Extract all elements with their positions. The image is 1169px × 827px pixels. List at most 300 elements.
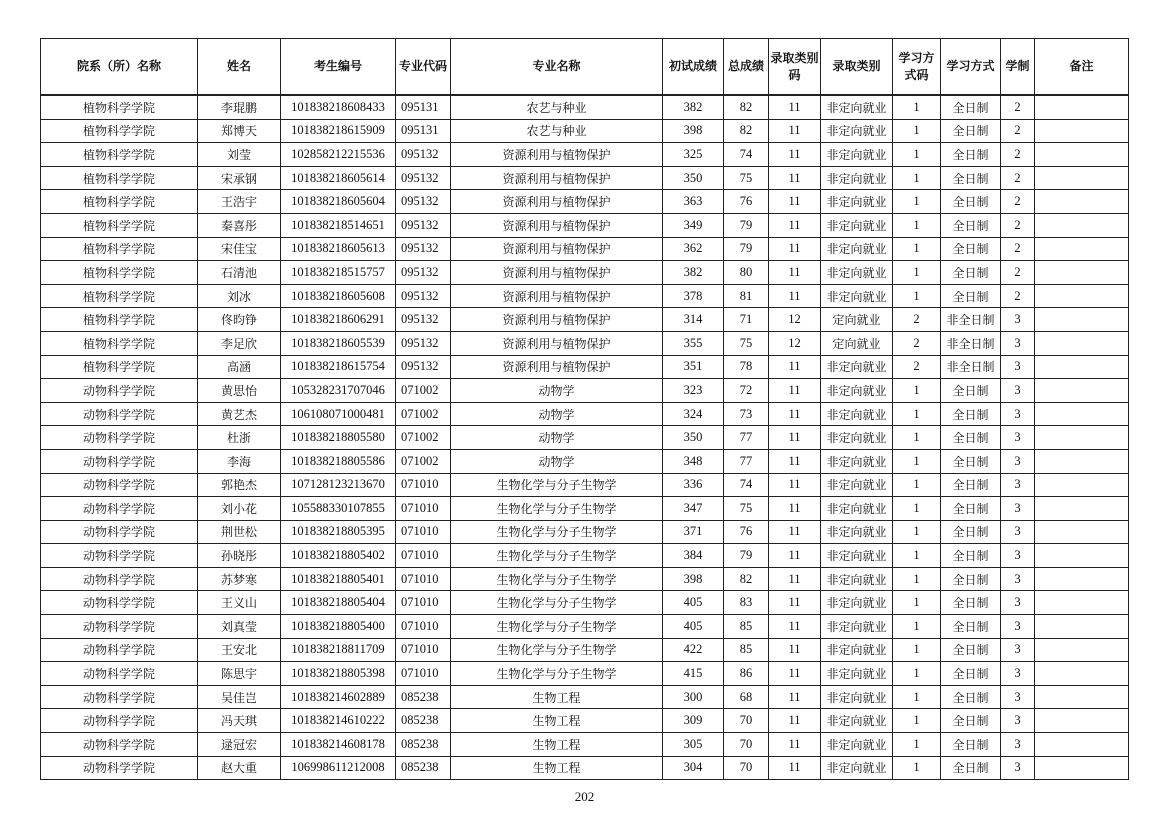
admission-type-code-cell: 11	[769, 213, 821, 237]
remarks-cell	[1035, 709, 1129, 733]
department-cell: 植物科学学院	[41, 237, 198, 261]
table-row	[41, 449, 1129, 473]
name-cell: 冯天琪	[198, 709, 281, 733]
admission-type-cell: 非定向就业	[821, 615, 893, 639]
study-mode-code-cell: 1	[893, 520, 941, 544]
name-cell: 宋佳宝	[198, 237, 281, 261]
name-cell: 杜浙	[198, 426, 281, 450]
exam-id-cell: 101838218514651	[281, 213, 396, 237]
major-code-cell: 095132	[396, 237, 451, 261]
table-row	[41, 284, 1129, 308]
admission-type-code-cell: 11	[769, 473, 821, 497]
table-row	[41, 379, 1129, 403]
prelim-score-cell: 382	[663, 261, 724, 285]
major-code-cell: 071010	[396, 544, 451, 568]
duration-cell: 2	[1001, 190, 1035, 214]
total-score-cell: 83	[724, 591, 769, 615]
study-mode-code-cell: 1	[893, 544, 941, 568]
prelim-score-cell: 382	[663, 95, 724, 119]
total-score-cell: 70	[724, 756, 769, 780]
table-row	[41, 662, 1129, 686]
prelim-score-cell: 422	[663, 638, 724, 662]
admission-type-cell: 定向就业	[821, 331, 893, 355]
admission-type-cell: 非定向就业	[821, 355, 893, 379]
admission-type-cell: 非定向就业	[821, 685, 893, 709]
header-name: 姓名	[198, 39, 281, 96]
prelim-score-cell: 350	[663, 166, 724, 190]
study-mode-cell: 全日制	[941, 237, 1001, 261]
exam-id-cell: 101838218515757	[281, 261, 396, 285]
major-name-cell: 资源利用与植物保护	[451, 308, 663, 332]
total-score-cell: 79	[724, 213, 769, 237]
name-cell: 石清池	[198, 261, 281, 285]
study-mode-code-cell: 1	[893, 662, 941, 686]
remarks-cell	[1035, 733, 1129, 757]
exam-id-cell: 101838218605539	[281, 331, 396, 355]
study-mode-code-cell: 1	[893, 497, 941, 521]
duration-cell: 2	[1001, 119, 1035, 143]
exam-id-cell: 106108071000481	[281, 402, 396, 426]
exam-id-cell: 101838218805586	[281, 449, 396, 473]
admission-type-cell: 非定向就业	[821, 638, 893, 662]
remarks-cell	[1035, 685, 1129, 709]
admission-type-cell: 非定向就业	[821, 497, 893, 521]
major-code-cell: 071010	[396, 615, 451, 639]
major-name-cell: 农艺与种业	[451, 95, 663, 119]
major-code-cell: 095132	[396, 143, 451, 167]
study-mode-cell: 全日制	[941, 166, 1001, 190]
major-code-cell: 071002	[396, 426, 451, 450]
major-name-cell: 农艺与种业	[451, 119, 663, 143]
study-mode-code-cell: 1	[893, 166, 941, 190]
admission-type-code-cell: 11	[769, 355, 821, 379]
exam-id-cell: 101838218811709	[281, 638, 396, 662]
name-cell: 黄艺杰	[198, 402, 281, 426]
admission-type-code-cell: 11	[769, 119, 821, 143]
major-name-cell: 生物化学与分子生物学	[451, 591, 663, 615]
study-mode-code-cell: 1	[893, 567, 941, 591]
remarks-cell	[1035, 143, 1129, 167]
major-name-cell: 生物化学与分子生物学	[451, 662, 663, 686]
admission-type-code-cell: 11	[769, 497, 821, 521]
exam-id-cell: 105328231707046	[281, 379, 396, 403]
admission-type-cell: 非定向就业	[821, 733, 893, 757]
table-row	[41, 709, 1129, 733]
name-cell: 刘真莹	[198, 615, 281, 639]
major-name-cell: 资源利用与植物保护	[451, 355, 663, 379]
department-cell: 动物科学学院	[41, 402, 198, 426]
duration-cell: 2	[1001, 143, 1035, 167]
header-remarks: 备注	[1035, 39, 1129, 96]
name-cell: 荆世松	[198, 520, 281, 544]
name-cell: 宋承钢	[198, 166, 281, 190]
exam-id-cell: 101838218605614	[281, 166, 396, 190]
table-row	[41, 685, 1129, 709]
duration-cell: 3	[1001, 426, 1035, 450]
admission-type-cell: 定向就业	[821, 308, 893, 332]
department-cell: 动物科学学院	[41, 544, 198, 568]
department-cell: 植物科学学院	[41, 331, 198, 355]
department-cell: 动物科学学院	[41, 426, 198, 450]
major-code-cell: 071010	[396, 520, 451, 544]
name-cell: 赵大重	[198, 756, 281, 780]
header-admission-type: 录取类别	[821, 39, 893, 96]
total-score-cell: 78	[724, 355, 769, 379]
table-body	[41, 95, 1129, 780]
major-code-cell: 071002	[396, 449, 451, 473]
prelim-score-cell: 405	[663, 591, 724, 615]
admission-type-cell: 非定向就业	[821, 449, 893, 473]
total-score-cell: 75	[724, 497, 769, 521]
total-score-cell: 76	[724, 190, 769, 214]
duration-cell: 3	[1001, 756, 1035, 780]
major-name-cell: 资源利用与植物保护	[451, 237, 663, 261]
major-code-cell: 095132	[396, 261, 451, 285]
admission-type-code-cell: 11	[769, 237, 821, 261]
department-cell: 植物科学学院	[41, 355, 198, 379]
admission-type-cell: 非定向就业	[821, 756, 893, 780]
department-cell: 动物科学学院	[41, 709, 198, 733]
prelim-score-cell: 405	[663, 615, 724, 639]
remarks-cell	[1035, 426, 1129, 450]
department-cell: 动物科学学院	[41, 567, 198, 591]
prelim-score-cell: 415	[663, 662, 724, 686]
admission-type-cell: 非定向就业	[821, 662, 893, 686]
major-code-cell: 095131	[396, 95, 451, 119]
major-code-cell: 071010	[396, 473, 451, 497]
prelim-score-cell: 398	[663, 119, 724, 143]
admission-type-code-cell: 11	[769, 567, 821, 591]
total-score-cell: 74	[724, 473, 769, 497]
study-mode-cell: 全日制	[941, 119, 1001, 143]
department-cell: 植物科学学院	[41, 95, 198, 119]
total-score-cell: 70	[724, 733, 769, 757]
study-mode-code-cell: 1	[893, 473, 941, 497]
total-score-cell: 79	[724, 237, 769, 261]
total-score-cell: 86	[724, 662, 769, 686]
table-row	[41, 615, 1129, 639]
duration-cell: 3	[1001, 355, 1035, 379]
admission-type-code-cell: 11	[769, 638, 821, 662]
admission-type-cell: 非定向就业	[821, 284, 893, 308]
study-mode-cell: 非全日制	[941, 331, 1001, 355]
exam-id-cell: 105588330107855	[281, 497, 396, 521]
study-mode-code-cell: 2	[893, 308, 941, 332]
study-mode-code-cell: 1	[893, 756, 941, 780]
major-code-cell: 071002	[396, 402, 451, 426]
department-cell: 动物科学学院	[41, 520, 198, 544]
prelim-score-cell: 348	[663, 449, 724, 473]
study-mode-code-cell: 1	[893, 615, 941, 639]
study-mode-code-cell: 1	[893, 449, 941, 473]
admission-type-code-cell: 11	[769, 591, 821, 615]
prelim-score-cell: 314	[663, 308, 724, 332]
study-mode-cell: 全日制	[941, 213, 1001, 237]
admission-type-code-cell: 11	[769, 615, 821, 639]
exam-id-cell: 101838218805401	[281, 567, 396, 591]
department-cell: 植物科学学院	[41, 143, 198, 167]
major-code-cell: 085238	[396, 709, 451, 733]
major-name-cell: 生物工程	[451, 756, 663, 780]
prelim-score-cell: 351	[663, 355, 724, 379]
admission-type-code-cell: 11	[769, 426, 821, 450]
major-name-cell: 资源利用与植物保护	[451, 261, 663, 285]
remarks-cell	[1035, 638, 1129, 662]
total-score-cell: 68	[724, 685, 769, 709]
study-mode-cell: 全日制	[941, 449, 1001, 473]
department-cell: 植物科学学院	[41, 166, 198, 190]
table-row	[41, 756, 1129, 780]
table-row	[41, 190, 1129, 214]
major-code-cell: 071010	[396, 567, 451, 591]
remarks-cell	[1035, 379, 1129, 403]
study-mode-code-cell: 1	[893, 213, 941, 237]
study-mode-cell: 全日制	[941, 591, 1001, 615]
study-mode-cell: 全日制	[941, 402, 1001, 426]
study-mode-cell: 全日制	[941, 733, 1001, 757]
remarks-cell	[1035, 190, 1129, 214]
major-code-cell: 071010	[396, 591, 451, 615]
admission-type-code-cell: 11	[769, 143, 821, 167]
name-cell: 郑博天	[198, 119, 281, 143]
remarks-cell	[1035, 331, 1129, 355]
study-mode-code-cell: 1	[893, 237, 941, 261]
study-mode-code-cell: 1	[893, 733, 941, 757]
department-cell: 动物科学学院	[41, 756, 198, 780]
prelim-score-cell: 371	[663, 520, 724, 544]
admission-type-cell: 非定向就业	[821, 544, 893, 568]
admission-type-cell: 非定向就业	[821, 95, 893, 119]
exam-id-cell: 101838218615909	[281, 119, 396, 143]
admission-type-code-cell: 11	[769, 685, 821, 709]
major-code-cell: 085238	[396, 733, 451, 757]
remarks-cell	[1035, 261, 1129, 285]
department-cell: 动物科学学院	[41, 449, 198, 473]
major-name-cell: 资源利用与植物保护	[451, 213, 663, 237]
admission-type-code-cell: 11	[769, 733, 821, 757]
total-score-cell: 82	[724, 567, 769, 591]
total-score-cell: 70	[724, 709, 769, 733]
table-row	[41, 567, 1129, 591]
study-mode-cell: 全日制	[941, 284, 1001, 308]
study-mode-cell: 全日制	[941, 709, 1001, 733]
exam-id-cell: 106998611212008	[281, 756, 396, 780]
admission-type-code-cell: 11	[769, 520, 821, 544]
study-mode-code-cell: 1	[893, 402, 941, 426]
name-cell: 李琨鹏	[198, 95, 281, 119]
admission-type-code-cell: 11	[769, 709, 821, 733]
admission-type-cell: 非定向就业	[821, 213, 893, 237]
exam-id-cell: 101838218605608	[281, 284, 396, 308]
name-cell: 苏梦寒	[198, 567, 281, 591]
admission-type-code-cell: 11	[769, 379, 821, 403]
department-cell: 动物科学学院	[41, 685, 198, 709]
header-exam-id: 考生编号	[281, 39, 396, 96]
table-row	[41, 473, 1129, 497]
remarks-cell	[1035, 449, 1129, 473]
study-mode-code-cell: 1	[893, 709, 941, 733]
name-cell: 逯冠宏	[198, 733, 281, 757]
department-cell: 动物科学学院	[41, 733, 198, 757]
total-score-cell: 76	[724, 520, 769, 544]
exam-id-cell: 102858212215536	[281, 143, 396, 167]
prelim-score-cell: 349	[663, 213, 724, 237]
duration-cell: 3	[1001, 402, 1035, 426]
table-row	[41, 497, 1129, 521]
exam-id-cell: 107128123213670	[281, 473, 396, 497]
table-row	[41, 95, 1129, 119]
total-score-cell: 71	[724, 308, 769, 332]
name-cell: 郭艳杰	[198, 473, 281, 497]
department-cell: 动物科学学院	[41, 473, 198, 497]
prelim-score-cell: 325	[663, 143, 724, 167]
duration-cell: 3	[1001, 733, 1035, 757]
study-mode-code-cell: 1	[893, 284, 941, 308]
study-mode-cell: 全日制	[941, 190, 1001, 214]
study-mode-cell: 非全日制	[941, 308, 1001, 332]
table-row	[41, 638, 1129, 662]
study-mode-cell: 全日制	[941, 261, 1001, 285]
total-score-cell: 81	[724, 284, 769, 308]
admission-type-cell: 非定向就业	[821, 237, 893, 261]
duration-cell: 3	[1001, 331, 1035, 355]
major-name-cell: 动物学	[451, 379, 663, 403]
major-name-cell: 生物工程	[451, 685, 663, 709]
study-mode-code-cell: 2	[893, 331, 941, 355]
study-mode-cell: 全日制	[941, 520, 1001, 544]
duration-cell: 3	[1001, 308, 1035, 332]
study-mode-code-cell: 1	[893, 638, 941, 662]
major-name-cell: 动物学	[451, 449, 663, 473]
study-mode-cell: 全日制	[941, 615, 1001, 639]
study-mode-cell: 全日制	[941, 662, 1001, 686]
total-score-cell: 77	[724, 449, 769, 473]
name-cell: 李海	[198, 449, 281, 473]
major-name-cell: 生物化学与分子生物学	[451, 473, 663, 497]
exam-id-cell: 101838218805395	[281, 520, 396, 544]
name-cell: 李足欣	[198, 331, 281, 355]
table-row	[41, 544, 1129, 568]
admission-table	[40, 38, 1129, 780]
total-score-cell: 85	[724, 615, 769, 639]
remarks-cell	[1035, 544, 1129, 568]
exam-id-cell: 101838214610222	[281, 709, 396, 733]
prelim-score-cell: 323	[663, 379, 724, 403]
name-cell: 刘冰	[198, 284, 281, 308]
department-cell: 动物科学学院	[41, 638, 198, 662]
table-row	[41, 119, 1129, 143]
study-mode-code-cell: 1	[893, 591, 941, 615]
duration-cell: 3	[1001, 473, 1035, 497]
prelim-score-cell: 324	[663, 402, 724, 426]
admission-type-cell: 非定向就业	[821, 520, 893, 544]
table-row	[41, 213, 1129, 237]
study-mode-cell: 全日制	[941, 379, 1001, 403]
exam-id-cell: 101838218805404	[281, 591, 396, 615]
table-row	[41, 166, 1129, 190]
major-name-cell: 生物工程	[451, 733, 663, 757]
study-mode-code-cell: 1	[893, 261, 941, 285]
exam-id-cell: 101838218606291	[281, 308, 396, 332]
name-cell: 王义山	[198, 591, 281, 615]
major-name-cell: 资源利用与植物保护	[451, 143, 663, 167]
table-row	[41, 733, 1129, 757]
major-code-cell: 071010	[396, 662, 451, 686]
table-row	[41, 143, 1129, 167]
department-cell: 植物科学学院	[41, 119, 198, 143]
major-code-cell: 095132	[396, 308, 451, 332]
study-mode-code-cell: 1	[893, 119, 941, 143]
remarks-cell	[1035, 308, 1129, 332]
duration-cell: 3	[1001, 615, 1035, 639]
name-cell: 佟昀铮	[198, 308, 281, 332]
department-cell: 动物科学学院	[41, 662, 198, 686]
department-cell: 动物科学学院	[41, 497, 198, 521]
name-cell: 吴佳岂	[198, 685, 281, 709]
remarks-cell	[1035, 355, 1129, 379]
major-code-cell: 095132	[396, 190, 451, 214]
header-department: 院系（所）名称	[41, 39, 198, 96]
total-score-cell: 79	[724, 544, 769, 568]
major-code-cell: 095132	[396, 166, 451, 190]
study-mode-cell: 全日制	[941, 143, 1001, 167]
remarks-cell	[1035, 662, 1129, 686]
study-mode-cell: 全日制	[941, 473, 1001, 497]
major-name-cell: 生物工程	[451, 709, 663, 733]
total-score-cell: 74	[724, 143, 769, 167]
name-cell: 王浩宇	[198, 190, 281, 214]
study-mode-cell: 全日制	[941, 638, 1001, 662]
prelim-score-cell: 378	[663, 284, 724, 308]
study-mode-code-cell: 2	[893, 355, 941, 379]
header-prelim-score: 初试成绩	[663, 39, 724, 96]
department-cell: 植物科学学院	[41, 308, 198, 332]
admission-type-code-cell: 11	[769, 402, 821, 426]
duration-cell: 2	[1001, 213, 1035, 237]
remarks-cell	[1035, 95, 1129, 119]
header-duration: 学制	[1001, 39, 1035, 96]
prelim-score-cell: 362	[663, 237, 724, 261]
page-number: 202	[574, 789, 595, 804]
major-name-cell: 动物学	[451, 402, 663, 426]
table-row	[41, 426, 1129, 450]
remarks-cell	[1035, 615, 1129, 639]
duration-cell: 3	[1001, 567, 1035, 591]
duration-cell: 2	[1001, 284, 1035, 308]
remarks-cell	[1035, 473, 1129, 497]
table-row	[41, 331, 1129, 355]
major-name-cell: 资源利用与植物保护	[451, 166, 663, 190]
duration-cell: 3	[1001, 662, 1035, 686]
remarks-cell	[1035, 497, 1129, 521]
exam-id-cell: 101838218805580	[281, 426, 396, 450]
study-mode-cell: 全日制	[941, 685, 1001, 709]
admission-type-code-cell: 11	[769, 662, 821, 686]
admission-type-cell: 非定向就业	[821, 402, 893, 426]
exam-id-cell: 101838214608178	[281, 733, 396, 757]
admission-type-code-cell: 11	[769, 261, 821, 285]
name-cell: 刘莹	[198, 143, 281, 167]
total-score-cell: 85	[724, 638, 769, 662]
major-code-cell: 095132	[396, 355, 451, 379]
major-code-cell: 071002	[396, 379, 451, 403]
prelim-score-cell: 309	[663, 709, 724, 733]
study-mode-code-cell: 1	[893, 190, 941, 214]
name-cell: 王安北	[198, 638, 281, 662]
header-study-mode: 学习方式	[941, 39, 1001, 96]
duration-cell: 3	[1001, 520, 1035, 544]
admission-type-cell: 非定向就业	[821, 166, 893, 190]
